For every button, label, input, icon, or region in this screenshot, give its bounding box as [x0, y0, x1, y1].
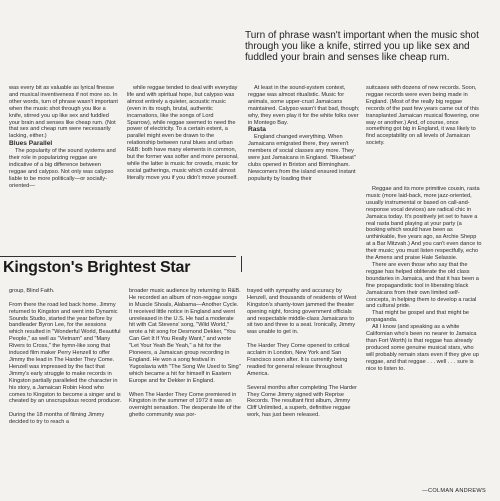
- article-column-3: [248, 85, 360, 183]
- paragraph: At least in the sound-system context, reggae was almost ritualistic. Music for animals, some upper-crust Jamaicans maintained. Calypso wasn't that bad, though; why, they even play it for the white folks over in Montego Bay.: [248, 85, 360, 126]
- paragraph: suitcases with dozens of new records. Soon, reggae records were even being made in England. (Most of the really big reggae records of the past few years came out of this transplanted Jamaican musical flowering, one way or another.) And, of course, once something got big in England, it was likely to find acceptability on all levels of Jamaican society.: [366, 85, 480, 147]
- paragraph: Reggae and its more primitive cousin, rasta music (more laid-back, more jazz-oriented, usually instrumental or based on call-and-response vocal devices) are radical chic in Jamaica today. It's positively jet set to have a real rasta band playing at your party (a booking which would have been as unthinkable, five years ago, as Archie Shepp at a Bar Mitzvah.) And you can't even dance to their music; you must listen respectfully, echo the Amens and praise Hale Selassie.: [366, 186, 482, 262]
- paragraph: group, Blind Faith. From there the road led back home. Jimmy returned to Kingston and went into Dynamic Sounds Studio, started the year before by bandleader Byron Lee, for the sessions which resulted in "Wonderful World, Beautiful People," as well as "Vietnam" and "Many Rivers to Cross," the hymn-like song that induced film maker Perry Henzell to offer Jimmy the lead in The Harder They Come. Henzell was impressed by the fact that Jimmy's early struggle to make records in Kingston partially paralleled the character in his story, a Jamaican Robin Hood who comes to Kingston to become a singer and is cheated by an unscrupulous record producer. During the 18 months of filming Jimmy decided to try to reach a: [9, 287, 122, 426]
- author-byline: —COLMAN ANDREWS: [422, 488, 486, 494]
- article-column-2: [127, 85, 239, 182]
- paragraph: All I know (and speaking as a white Californian who's been no nearer to Jamaica than Fort Worth) is that reggae has already produced some genuine musical stars, who will probably remain stars even if they give up reggae, and that reggae . . . well . . . sure is nice to listen to.: [366, 324, 479, 372]
- paragraph: The popularity of the sound systems and their role in popularizing reggae are indicative of a big difference between reggae and calypso. Not only was calypso liable to be more politically—or socially-oriented—: [9, 148, 116, 189]
- article-column-4-continued: [366, 186, 482, 372]
- paragraph: There are even those who say that the reggae has helped obliterate the old class boundaries in Jamaica, and that it has been a fine propagandistic tool in liberating black Jamaicans from their own limited self-concepts, in helping them to develop a racial and cultural pride.: [366, 261, 479, 310]
- paragraph: was every bit as valuable as lyrical finesse and musical inventiveness if not more so. In other words, turn of phrase wasn't important when the music shot through you like a knife, stirred you up like sex and fuddled your brain and senses like cheap rum. (Not that sex and cheap rum were necessarily lacking, either.): [9, 85, 118, 140]
- subheading-blues-parallel: Blues Parallel: [9, 140, 53, 148]
- paragraph: while reggae tended to deal with everyday life and with spiritual hope, but calypso was almost entirely a quieter, acoustic music (even in its rough, brutal, authentic incarnations, like the songs of Lord Sparrow), while reggae seemed to need the power of electricity. To a certain extent, a parallel might even be drawn to the relationship between rural blues and urban R&B: both have many elements in common, but the former was softer and more personal, while the latter is music for crowds, music for social gatherings, music which could almost literally move you if you didn't move yourself.: [127, 85, 239, 181]
- paragraph: broader music audience by returning to R&B. He recorded an album of non-reggae songs in Muscle Shoals, Alabama—Another Cycle. It received little notice in England and went unreleased in the U.S. He had a moderate hit with Cat Stevens' song, "Wild World," wrote a hit song for Desmond Dekker, "You Can Get It If You Really Want," and wrote "Let Your Yeah Be Yeah," a hit for the Pioneers, a Jamaican group recording in England. He won a song festival in Yugoslavia with "The Song We Used to Sing" which became a hit for himself in Eastern Europe and for Dekker in England. When The Harder They Come premiered in Kingston in the summer of 1972 it was an overnight sensation. The desperate life of the ghetto community was por-: [129, 287, 241, 419]
- sidebar-column-3: [247, 281, 359, 426]
- paragraph: That might be gospel and that might be propaganda.: [366, 310, 470, 324]
- article-column-1: [9, 85, 119, 190]
- headline-divider: [241, 256, 242, 272]
- pull-quote: Turn of phrase wasn't important when the music shot through you like a knife, stirred you up like sex and fuddled your brain and senses like cheap rum.: [245, 30, 479, 63]
- sidebar-column-2: [129, 281, 241, 426]
- paragraph: England changed everything. When Jamaicans emigrated there, they weren't members of social classes any more. They were just Jamaicans in England. "Bluebeat" clubs opened in Brixton and Birmingham. Newcomers from the island ensured instant popularity by loading their: [248, 134, 356, 182]
- article-column-4: [366, 85, 482, 147]
- sidebar-column-1: [9, 281, 122, 433]
- paragraph: trayed with sympathy and accuracy by Henzell, and thousands of residents of West Kingston's shanty-town jammed the theater opening night, forcing government officials and respectable middle-class Jamaicans to sit two and three to a seat. Ironically, Jimmy was unable to get in. The Harder They Come opened to critical acclaim in London, New York and San Francisco soon after. It is currently being readied for general release throughout America. Several months after completing The Harder They Come Jimmy signed with Reprise Records. The resultant first album, Jimmy Cliff Unlimited, a superb, definitive reggae work, has just been released.: [247, 287, 357, 419]
- sidebar-headline: Kingston's Brightest Star: [3, 259, 191, 276]
- subheading-rasta: Rasta: [248, 126, 266, 134]
